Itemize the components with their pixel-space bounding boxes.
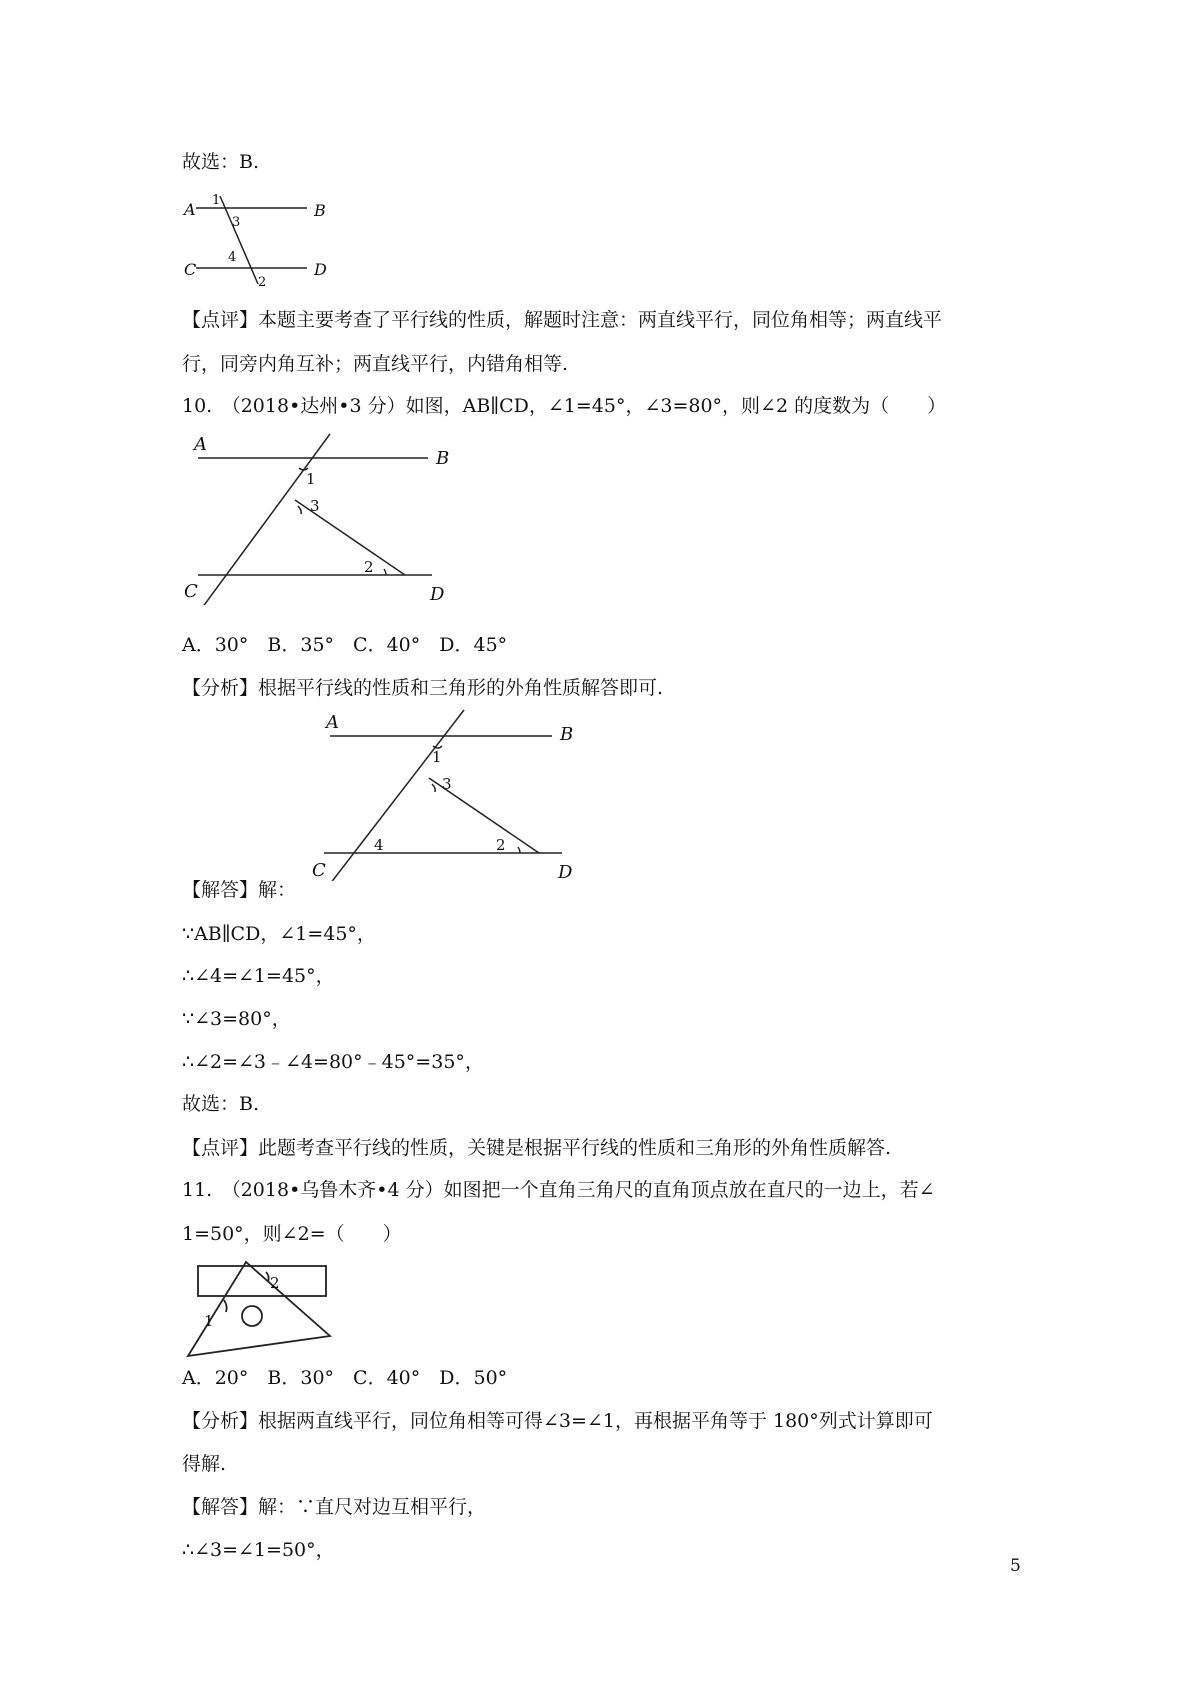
label-A: A — [184, 200, 196, 219]
text-line: ∵AB∥CD，∠1=45°， — [182, 923, 376, 945]
figure-question-10-solution — [312, 706, 582, 881]
angle-1-label: 1 — [306, 470, 316, 488]
label-D: D — [430, 584, 445, 605]
text-line: 得解. — [182, 1453, 227, 1475]
text-line: 行，同旁内角互补；两直线平行，内错角相等. — [182, 353, 569, 375]
angle-3-label: 3 — [310, 497, 320, 515]
figure-question-11 — [180, 1260, 340, 1360]
text-line: 【解答】解： — [182, 879, 297, 901]
angle-4-label: 4 — [374, 836, 384, 854]
page-number: 5 — [1010, 1556, 1021, 1576]
label-A: A — [326, 712, 339, 733]
label-B: B — [436, 448, 450, 469]
angle-1-label: 1 — [432, 748, 442, 766]
label-D: D — [314, 260, 327, 279]
text-line: 【点评】此题考查平行线的性质，关键是根据平行线的性质和三角形的外角性质解答. — [182, 1137, 892, 1159]
label-A: A — [194, 434, 207, 455]
angle-2-label: 2 — [496, 836, 506, 854]
text-line: 故选：B. — [182, 151, 260, 173]
label-D: D — [558, 862, 573, 881]
text-line: 故选：B. — [182, 1093, 260, 1115]
angle-3-label: 3 — [232, 215, 241, 230]
angle-1-label: 1 — [204, 1312, 214, 1330]
angle-2-label: 2 — [258, 275, 267, 290]
text-line: 【分析】根据两直线平行，同位角相等可得∠3=∠1，再根据平角等于 180°列式计算即可 — [182, 1410, 933, 1432]
text-line: ∵∠3=80°， — [182, 1008, 291, 1030]
label-C: C — [184, 260, 197, 279]
figure-parallel-transversal-1 — [182, 190, 342, 290]
angle-2-label: 2 — [364, 558, 374, 576]
label-B: B — [314, 201, 326, 220]
answer-options-11: A．20° B．30° C．40° D．50° — [182, 1367, 508, 1389]
label-B: B — [560, 724, 574, 745]
angle-3-label: 3 — [442, 775, 452, 793]
text-line: 【分析】根据平行线的性质和三角形的外角性质解答即可. — [182, 677, 664, 699]
text-line: 【点评】本题主要考查了平行线的性质，解题时注意：两直线平行，同位角相等；两直线平 — [182, 309, 943, 331]
question-11: 11. （2018•乌鲁木齐•4 分）如图把一个直角三角尺的直角顶点放在直尺的一边上，若∠ — [182, 1179, 935, 1201]
text-line: ∴∠2=∠3﹣∠4=80°﹣45°=35°， — [182, 1051, 484, 1073]
answer-options-10: A．30° B．35° C．40° D．45° — [182, 634, 508, 656]
angle-2-label: 2 — [270, 1274, 280, 1292]
text-line: ∴∠4=∠1=45°， — [182, 965, 335, 987]
text-line: ∴∠3=∠1=50°， — [182, 1539, 335, 1561]
text-line: 【解答】解：∵直尺对边互相平行， — [182, 1496, 487, 1518]
angle-1-label: 1 — [212, 193, 221, 208]
text-line: 1=50°，则∠2=（ ） — [182, 1223, 402, 1245]
label-C: C — [184, 581, 198, 602]
question-10: 10. （2018•达州•3 分）如图，AB∥CD，∠1=45°，∠3=80°，则∠2 的度数为（ ） — [182, 395, 947, 417]
figure-question-10 — [180, 430, 450, 605]
angle-4-label: 4 — [228, 250, 237, 265]
label-C: C — [312, 860, 326, 881]
